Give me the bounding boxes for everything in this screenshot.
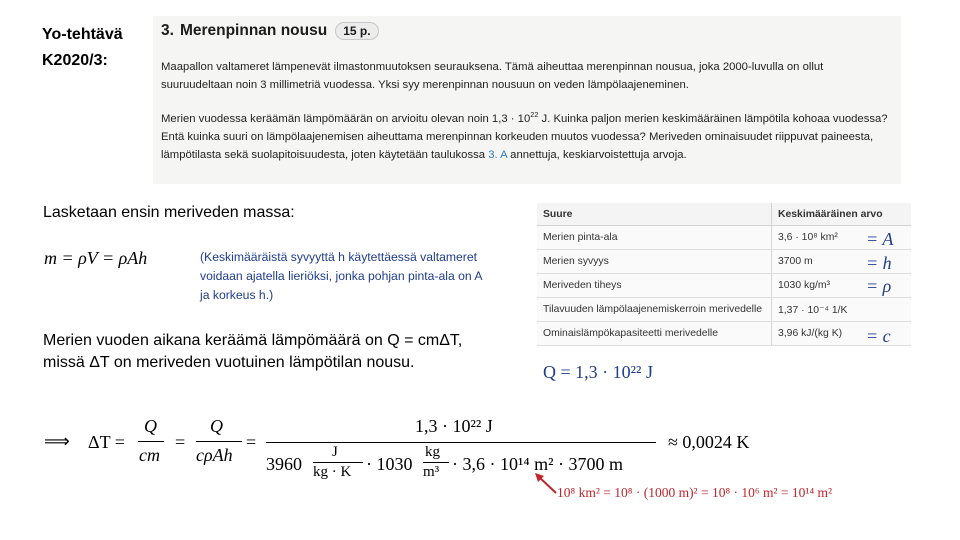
question-name: Merenpinnan nousu: [179, 22, 328, 39]
equals-sign-1: =: [175, 432, 186, 452]
frac1-denominator: cm: [139, 445, 160, 465]
row-value: 1030 kg/m³: [772, 274, 912, 298]
exam-question-box: [153, 16, 901, 184]
equals-sign-2: =: [246, 432, 257, 452]
symbol-area: = A: [866, 229, 894, 249]
den-unit-kg: kg: [425, 444, 440, 460]
symbol-heat-capacity: = c: [866, 326, 891, 346]
heat-explanation: Merien vuoden aikana keräämä lämpömäärä on Q = cmΔT, missä ΔT on meriveden vuotuinen lämpötilan nousu.: [43, 332, 463, 371]
den-unit-line-1: [313, 462, 363, 463]
symbol-depth: = h: [866, 253, 892, 273]
frac2-denominator: cρAh: [196, 445, 233, 465]
table-header-row: [537, 203, 911, 226]
row-label: Tilavuuden lämpölaajenemiskerroin merivedelle: [537, 298, 772, 322]
question-paragraph-2: Merien vuodessa keräämän lämpömäärän on arvioitu olevan noin $1,3 \cdot 10^{22}$ J. Kuinka paljon merien keskimääräinen lämpötila kohoaa vuodessa? Entä kuinka suuri on lämpölaajenemisen aiheuttama merenpinnan korkeuden muutos vuodessa? Meriveden ominaisuudet riippuvat paineesta, lämpötilasta sekä suolapitoisuudesta, joten käytetään taulukossa 3. A annettuja, keskiarvoistettuja arvoja.: [161, 110, 888, 161]
frac1-numerator: Q: [144, 416, 157, 436]
row-value: 3,6 · 10⁸ km²: [772, 226, 912, 250]
den-3960: 3960: [266, 454, 302, 474]
den-unit-line-2: [423, 462, 449, 463]
table-row: [537, 274, 911, 298]
table-row: [537, 226, 911, 250]
table-row: [537, 298, 911, 322]
den-1030: · 1030: [366, 454, 413, 474]
big-fraction-line: [266, 442, 656, 443]
row-value: 1,37 · 10⁻⁴ 1/K: [772, 298, 912, 322]
row-label: Merien pinta-ala: [537, 226, 772, 250]
result: ≈ 0,0024 K: [668, 432, 750, 452]
heat-value: Q = 1,3 · 10²² J: [543, 362, 653, 382]
question-paragraph-1: Maapallon valtameret lämpenevät ilmastonmuutoksen seurauksena. Tämä aiheuttaa merenpinnan nousua, joka 2000-luvulla on ollut suuruudeltaan noin 3 millimetriä vuodessa. Yksi syy merenpinnan nousuun on veden lämpölaajeneminen.: [161, 61, 824, 91]
slide-title: [42, 22, 152, 74]
row-label: Merien syvyys: [537, 250, 772, 274]
table-row: [537, 250, 911, 274]
header-value: Keskimääräinen arvo: [772, 203, 912, 226]
slide-title-line1: Yo-tehtävä: [42, 26, 123, 43]
frac2-numerator: Q: [210, 416, 223, 436]
den-rest: · 3,6 · 10¹⁴ m² · 3700 m: [452, 454, 624, 474]
arrow-icon: [530, 470, 560, 496]
frac2-line: [196, 441, 242, 442]
question-heading: [161, 22, 379, 40]
den-unit-J: J: [332, 444, 338, 460]
den-unit-kgK: kg · K: [313, 464, 352, 480]
question-number: 3.: [161, 22, 174, 39]
frac1-line: [138, 441, 164, 442]
row-label: Meriveden tiheys: [537, 274, 772, 298]
slide-title-line2: K2020/3:: [42, 52, 108, 69]
table-row: [537, 322, 911, 346]
mass-intro-text: Lasketaan ensin meriveden massa:: [43, 204, 295, 221]
mass-equation: m = ρV = ρAh: [44, 248, 148, 268]
unit-conversion-note: 10⁸ km² = 10⁸ · (1000 m)² = 10⁸ · 10⁶ m² = 10¹⁴ m²: [557, 485, 833, 500]
properties-table: [537, 203, 911, 346]
big-fraction-numerator: 1,3 · 10²² J: [415, 416, 493, 436]
mass-note: (Keskimääräistä syvyyttä h käytettäessä valtameret voidaan ajatella lieriöksi, jonka pohjan pinta-ala on A ja korkeus h.): [200, 250, 482, 302]
den-unit-m3: m³: [423, 464, 440, 480]
implies-arrow: ⟹: [44, 431, 70, 451]
delta-t-label: ΔT =: [88, 432, 125, 452]
row-value: 3700 m: [772, 250, 912, 274]
symbol-density: = ρ: [866, 276, 892, 296]
header-quantity: Suure: [537, 203, 772, 226]
table-link[interactable]: 3. A: [488, 148, 508, 161]
row-label: Ominaislämpökapasiteetti merivedelle: [537, 322, 772, 346]
points-badge: 15 p.: [335, 22, 378, 40]
row-value: 3,96 kJ/(kg K): [772, 322, 912, 346]
